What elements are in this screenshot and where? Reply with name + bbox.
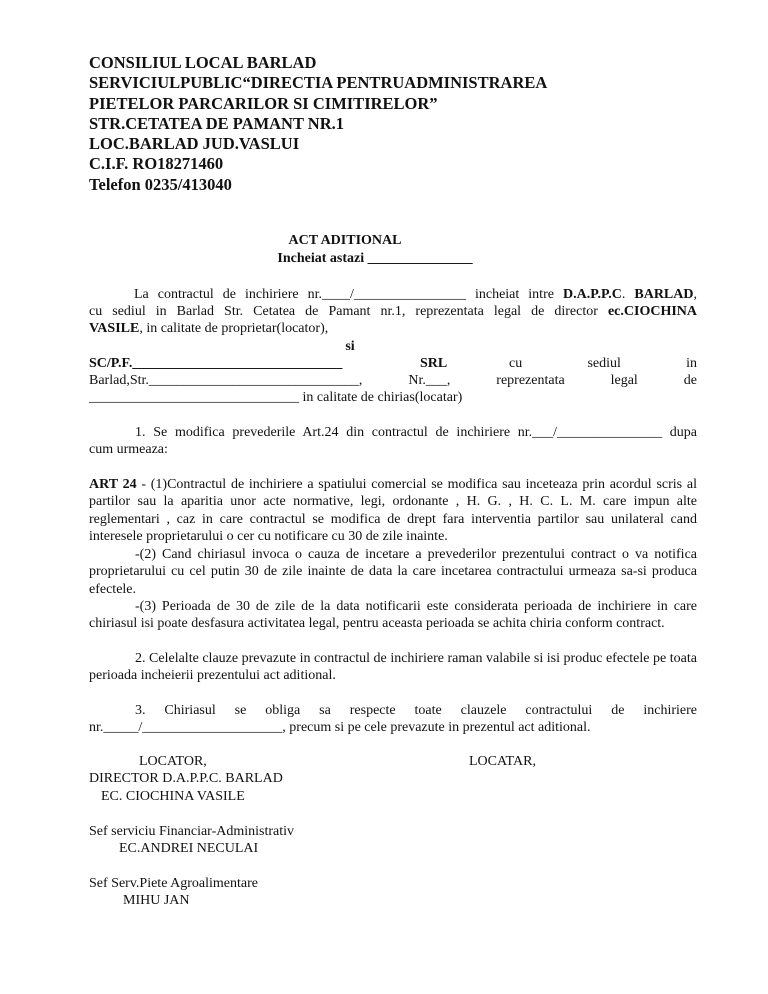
- article-1-line-1: 1. Se modifica prevederile Art.24 din contractul de inchiriere nr.___/_______________ dupa: [135, 425, 697, 440]
- article-1-line-2: cum urmeaza:: [89, 442, 168, 457]
- article-3-line-1: 3. Chiriasul se obliga sa respecte toate clauzele contractului de inchiriere: [135, 703, 697, 718]
- locatar-label: LOCATAR,: [469, 754, 536, 769]
- header-line: CONSILIUL LOCAL BARLAD: [89, 53, 317, 72]
- art-24-paragraph-2: -(2) Cand chiriasul invoca o cauza de incetare a prevederilor prezentului contract o va notifica proprietarului cu cel putin 30 de zile inainte de data la care incetarea contractului urmeaza sa-si produca efectele.: [89, 547, 697, 597]
- header-line: C.I.F. RO18271460: [89, 154, 224, 174]
- representative-line: ______________________________ in calitate de chirias(locatar): [89, 390, 463, 405]
- header-line: PIETELOR PARCARILOR SI CIMITIRELOR”: [89, 93, 438, 113]
- markets-chief-name: MIHU JAN: [123, 893, 190, 908]
- locator-label: LOCATOR,: [139, 754, 207, 769]
- financial-chief-name: EC.ANDREI NECULAI: [119, 841, 259, 856]
- address-line: Barlad,Str.______________________________, Nr.___, reprezentata legal de: [89, 373, 697, 388]
- intro-line-3: VASILE, in calitate de proprietar(locator),: [89, 321, 329, 336]
- document-subtitle: Incheiat astazi _______________: [277, 251, 473, 266]
- header-line: STR.CETATEA DE PAMANT NR.1: [89, 113, 345, 133]
- institution-header: [89, 53, 547, 195]
- sc-line: SC/P.F.______________________________ SRL cu sediul in: [89, 356, 697, 371]
- financial-chief-title: Sef serviciu Financiar-Administrativ: [89, 824, 295, 839]
- markets-chief-title: Sef Serv.Piete Agroalimentare: [89, 876, 258, 891]
- director-title: DIRECTOR D.A.P.P.C. BARLAD: [89, 771, 283, 786]
- si-connector: si: [345, 339, 355, 354]
- header-line: SERVICIULPUBLIC“DIRECTIA PENTRUADMINISTRAREA: [89, 73, 548, 93]
- header-line: LOC.BARLAD JUD.VASLUI: [89, 134, 300, 154]
- article-3-line-2: nr._____/____________________, precum si pe cele prevazute in prezentul act aditional.: [89, 720, 591, 735]
- intro-line-1: La contractul de inchiriere nr.____/________________ incheiat intre D.A.P.P.C. BARLAD,: [134, 287, 697, 302]
- intro-line-2: cu sediul in Barlad Str. Cetatea de Pamant nr.1, reprezentata legal de director ec.CIOCHINA: [89, 304, 697, 319]
- header-line: Telefon 0235/413040: [89, 174, 232, 194]
- art-24-paragraph-1: ART 24 - (1)Contractul de inchiriere a spatiului comercial se modifica sau inceteaza prin acordul scris al partilor sau la aparitia unor acte normative, legi, ordonante , H. G. , H. C. L. M. care impun alte reglementari , caz in care contractul se modifica de drept fara interventia partilor sau unilateral cand interesele proprietarului o cer cu notificare cu 30 de zile inainte.: [89, 477, 697, 544]
- director-name: EC. CIOCHINA VASILE: [101, 789, 245, 804]
- art-24-paragraph-4: 2. Celelalte clauze prevazute in contractul de inchiriere raman valabile si isi produc efectele pe toata perioada incheierii prezentului act aditional.: [89, 651, 697, 684]
- document-title: ACT ADITIONAL: [288, 233, 402, 248]
- art-24-paragraph-3: -(3) Perioada de 30 de zile de la data notificarii este considerata perioada de inchiriere in care chiriasul isi poate desfasura activitatea legal, pentru aceasta perioada se achita chiria conform contract.: [89, 599, 697, 632]
